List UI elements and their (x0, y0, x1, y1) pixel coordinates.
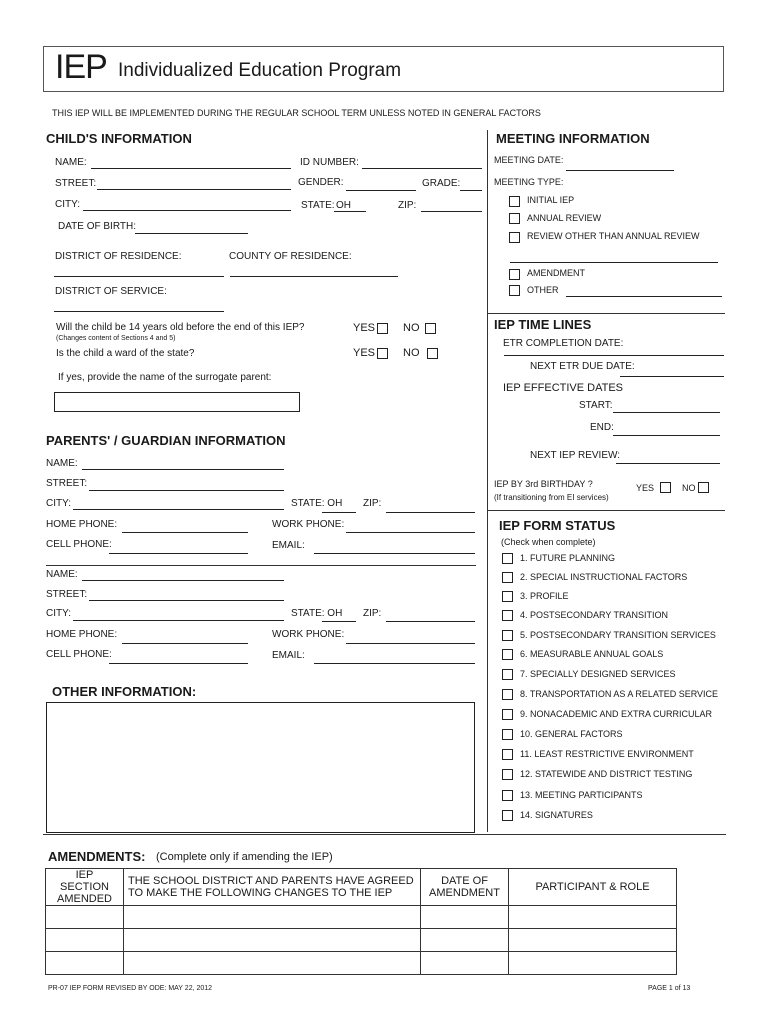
surrogate-label: If yes, provide the name of the surrogate parent: (58, 372, 272, 383)
col-date-line1: DATE OF (441, 875, 488, 887)
child-grade-label: GRADE: (422, 178, 461, 189)
form-status-note: (Check when complete) (501, 537, 596, 547)
district-residence-field[interactable] (54, 276, 224, 277)
parent1-cell-phone-field[interactable] (109, 553, 248, 554)
status-7-checkbox[interactable] (502, 669, 513, 680)
amend-cell-section[interactable] (46, 952, 124, 975)
child-street-label: STREET: (55, 178, 97, 189)
meeting-type-review-other-label: REVIEW OTHER THAN ANNUAL REVIEW (527, 231, 700, 241)
child-zip-label: ZIP: (398, 200, 417, 211)
form-title: Individualized Education Program (118, 60, 402, 81)
meeting-type-review-other-field[interactable] (510, 262, 718, 263)
third-birthday-yes-label: YES (636, 483, 655, 493)
col-changes-header (124, 869, 421, 906)
age-14-no-label: NO (403, 322, 420, 334)
status-11-checkbox[interactable] (502, 749, 513, 760)
status-12-label: 12. STATEWIDE AND DISTRICT TESTING (520, 769, 693, 779)
guardian-divider (46, 565, 476, 566)
parent1-street-field[interactable] (89, 490, 284, 491)
county-residence-field[interactable] (230, 276, 398, 277)
table-row (46, 929, 677, 952)
parent1-name-label: NAME: (46, 458, 78, 469)
status-4-checkbox[interactable] (502, 610, 513, 621)
parent2-city-field[interactable] (73, 620, 284, 621)
status-5-checkbox[interactable] (502, 630, 513, 641)
child-city-label: CITY: (55, 199, 81, 210)
col-changes-line1: THE SCHOOL DISTRICT AND PARENTS HAVE AGREED (128, 875, 414, 887)
third-birthday-yes-checkbox[interactable] (660, 482, 671, 493)
child-info-heading: CHILD'S INFORMATION (46, 131, 192, 146)
timelines-divider (488, 510, 725, 511)
col-section-header (46, 869, 124, 906)
amend-cell-section[interactable] (46, 906, 124, 929)
parent1-home-phone-label: HOME PHONE: (46, 519, 118, 530)
status-13-checkbox[interactable] (502, 790, 513, 801)
status-9-checkbox[interactable] (502, 709, 513, 720)
amend-cell-changes[interactable] (124, 952, 421, 975)
parent1-email-label: EMAIL: (272, 540, 305, 551)
ward-yes-checkbox[interactable] (377, 348, 388, 359)
parent2-email-label: EMAIL: (272, 650, 305, 661)
parent1-cell-phone-label: CELL PHONE: (46, 539, 112, 550)
parent1-home-phone-field[interactable] (122, 532, 248, 533)
next-review-label: NEXT IEP REVIEW: (530, 450, 621, 461)
parent1-name-field[interactable] (82, 469, 284, 470)
parent2-state-field[interactable] (322, 621, 356, 622)
district-service-label: DISTRICT OF SERVICE: (55, 286, 167, 297)
col-date-line2: AMENDMENT (429, 887, 500, 899)
parent1-zip-label: ZIP: (363, 498, 382, 509)
district-residence-label: DISTRICT OF RESIDENCE: (55, 251, 182, 262)
amendments-table (45, 868, 677, 975)
county-residence-label: COUNTY OF RESIDENCE: (229, 251, 352, 262)
meeting-type-initial-checkbox[interactable] (509, 196, 520, 207)
end-date-field[interactable] (613, 435, 720, 436)
parent1-zip-field[interactable] (386, 512, 475, 513)
col-section-line1: IEP SECTION (60, 869, 109, 893)
status-3-checkbox[interactable] (502, 591, 513, 602)
third-birthday-note: (If transitioning from EI services) (494, 493, 609, 502)
parent2-zip-field[interactable] (386, 621, 475, 622)
status-10-label: 10. GENERAL FACTORS (520, 729, 623, 739)
parent1-city-label: CITY: (46, 498, 72, 509)
child-id-field[interactable] (362, 168, 482, 169)
start-date-field[interactable] (613, 412, 720, 413)
end-date-label: END: (590, 422, 614, 433)
meeting-date-label: MEETING DATE: (494, 155, 564, 165)
col-changes-line2: TO MAKE THE FOLLOWING CHANGES TO THE IEP (128, 887, 393, 899)
amend-cell-participant[interactable] (509, 929, 677, 952)
amend-cell-changes[interactable] (124, 929, 421, 952)
status-4-label: 4. POSTSECONDARY TRANSITION (520, 610, 669, 620)
parent2-state-label: STATE: OH (291, 608, 343, 619)
amend-cell-date[interactable] (421, 906, 509, 929)
parent2-home-phone-label: HOME PHONE: (46, 629, 118, 640)
amend-cell-changes[interactable] (124, 906, 421, 929)
footer-page-number: PAGE 1 of 13 (648, 985, 691, 992)
status-11-label: 11. LEAST RESTRICTIVE ENVIRONMENT (520, 749, 694, 759)
surrogate-name-input[interactable] (54, 392, 300, 412)
parent1-city-field[interactable] (73, 509, 284, 510)
parents-heading: PARENTS' / GUARDIAN INFORMATION (46, 433, 286, 448)
other-info-heading: OTHER INFORMATION: (52, 684, 197, 699)
child-grade-field[interactable] (460, 190, 482, 191)
status-14-checkbox[interactable] (502, 810, 513, 821)
child-dob-label: DATE OF BIRTH: (58, 221, 136, 232)
footer-form-id: PR-07 IEP FORM REVISED BY ODE: MAY 22, 2012 (48, 985, 213, 992)
status-1-checkbox[interactable] (502, 553, 513, 564)
amendments-top-rule (43, 834, 726, 835)
meeting-type-other-label: OTHER (527, 285, 559, 295)
meeting-date-field[interactable] (566, 170, 674, 171)
meeting-type-amendment-checkbox[interactable] (509, 269, 520, 280)
amend-cell-participant[interactable] (509, 906, 677, 929)
next-etr-field[interactable] (620, 376, 724, 377)
column-divider (487, 130, 488, 832)
parent2-street-field[interactable] (89, 600, 284, 601)
col-section-line2: AMENDED (56, 893, 112, 905)
district-service-field[interactable] (54, 311, 224, 312)
parent2-work-phone-label: WORK PHONE: (272, 629, 345, 640)
third-birthday-no-label: NO (682, 483, 696, 493)
parent1-work-phone-label: WORK PHONE: (272, 519, 345, 530)
meeting-type-label: MEETING TYPE: (494, 177, 564, 187)
meeting-type-annual-label: ANNUAL REVIEW (527, 213, 602, 223)
age-14-note: (Changes content of Sections 4 and 5) (56, 335, 176, 342)
child-gender-field[interactable] (346, 190, 416, 191)
status-14-label: 14. SIGNATURES (520, 810, 593, 820)
age-14-question: Will the child be 14 years old before the end of this IEP? (56, 322, 305, 333)
meeting-type-amendment-label: AMENDMENT (527, 268, 585, 278)
status-6-label: 6. MEASURABLE ANNUAL GOALS (520, 649, 664, 659)
child-name-field[interactable] (91, 168, 291, 169)
third-birthday-no-checkbox[interactable] (698, 482, 709, 493)
parent2-email-field[interactable] (314, 663, 475, 664)
child-city-field[interactable] (83, 210, 291, 211)
child-name-label: NAME: (55, 157, 87, 168)
parent1-state-label: STATE: OH (291, 498, 343, 509)
status-2-checkbox[interactable] (502, 572, 513, 583)
parent1-email-field[interactable] (314, 553, 475, 554)
child-dob-field[interactable] (135, 233, 248, 234)
status-10-checkbox[interactable] (502, 729, 513, 740)
parent2-street-label: STREET: (46, 589, 88, 600)
ward-no-label: NO (403, 347, 420, 359)
age-14-yes-checkbox[interactable] (377, 323, 388, 334)
amend-cell-participant[interactable] (509, 952, 677, 975)
form-status-heading: IEP FORM STATUS (499, 518, 616, 533)
amendments-note: (Complete only if amending the IEP) (156, 851, 333, 863)
implementation-notice: THIS IEP WILL BE IMPLEMENTED DURING THE REGULAR SCHOOL TERM UNLESS NOTED IN GENERAL FACTORS (52, 108, 541, 118)
start-date-label: START: (579, 400, 613, 411)
amend-cell-date[interactable] (421, 929, 509, 952)
status-1-label: 1. FUTURE PLANNING (520, 553, 616, 563)
child-state-value: OH (336, 200, 351, 211)
child-gender-label: GENDER: (298, 177, 344, 188)
meeting-info-heading: MEETING INFORMATION (496, 131, 650, 146)
amend-cell-date[interactable] (421, 952, 509, 975)
meeting-type-annual-checkbox[interactable] (509, 213, 520, 224)
col-date-header (421, 869, 509, 906)
effective-dates-label: IEP EFFECTIVE DATES (503, 382, 624, 394)
amend-cell-section[interactable] (46, 929, 124, 952)
ward-yes-label: YES (353, 347, 376, 359)
age-14-no-checkbox[interactable] (425, 323, 436, 334)
parent2-city-label: CITY: (46, 608, 72, 619)
ward-question: Is the child a ward of the state? (56, 348, 195, 359)
next-etr-label: NEXT ETR DUE DATE: (530, 361, 635, 372)
parent2-work-phone-field[interactable] (346, 643, 475, 644)
child-state-field[interactable] (334, 211, 366, 212)
child-state-label: STATE: (301, 200, 335, 211)
iep-logo-text: IEP (55, 48, 107, 86)
parent2-home-phone-field[interactable] (122, 643, 248, 644)
parent2-name-field[interactable] (82, 580, 284, 581)
etr-completion-field[interactable] (504, 355, 724, 356)
age-14-yes-label: YES (353, 322, 376, 334)
ward-no-checkbox[interactable] (427, 348, 438, 359)
table-row (46, 952, 677, 975)
parent2-zip-label: ZIP: (363, 608, 382, 619)
status-12-checkbox[interactable] (502, 769, 513, 780)
meeting-type-other-checkbox[interactable] (509, 285, 520, 296)
child-street-field[interactable] (97, 189, 291, 190)
meeting-divider (488, 313, 725, 314)
table-row (46, 906, 677, 929)
child-id-label: ID NUMBER: (300, 157, 359, 168)
etr-completion-label: ETR COMPLETION DATE: (503, 338, 624, 349)
parent2-cell-phone-field[interactable] (109, 663, 248, 664)
status-7-label: 7. SPECIALLY DESIGNED SERVICES (520, 669, 676, 679)
status-8-checkbox[interactable] (502, 689, 513, 700)
status-5-label: 5. POSTSECONDARY TRANSITION SERVICES (520, 630, 716, 640)
child-zip-field[interactable] (421, 211, 482, 212)
status-6-checkbox[interactable] (502, 649, 513, 660)
parent2-name-label: NAME: (46, 569, 78, 580)
next-review-field[interactable] (616, 463, 720, 464)
third-birthday-label: IEP BY 3rd BIRTHDAY ? (494, 479, 593, 489)
meeting-type-review-other-checkbox[interactable] (509, 232, 520, 243)
parent1-state-field[interactable] (322, 512, 356, 513)
status-2-label: 2. SPECIAL INSTRUCTIONAL FACTORS (520, 572, 688, 582)
other-info-textarea[interactable] (46, 702, 475, 833)
status-13-label: 13. MEETING PARTICIPANTS (520, 790, 643, 800)
status-9-label: 9. NONACADEMIC AND EXTRA CURRICULAR (520, 709, 713, 719)
amendments-heading: AMENDMENTS: (48, 849, 146, 864)
meeting-type-other-field[interactable] (566, 296, 722, 297)
parent1-work-phone-field[interactable] (346, 532, 475, 533)
status-3-label: 3. PROFILE (520, 591, 569, 601)
parent2-cell-phone-label: CELL PHONE: (46, 649, 112, 660)
status-8-label: 8. TRANSPORTATION AS A RELATED SERVICE (520, 689, 719, 699)
meeting-type-initial-label: INITIAL IEP (527, 195, 575, 205)
parent1-street-label: STREET: (46, 478, 88, 489)
timelines-heading: IEP TIME LINES (494, 317, 592, 332)
col-participant-header: PARTICIPANT & ROLE (509, 869, 677, 906)
